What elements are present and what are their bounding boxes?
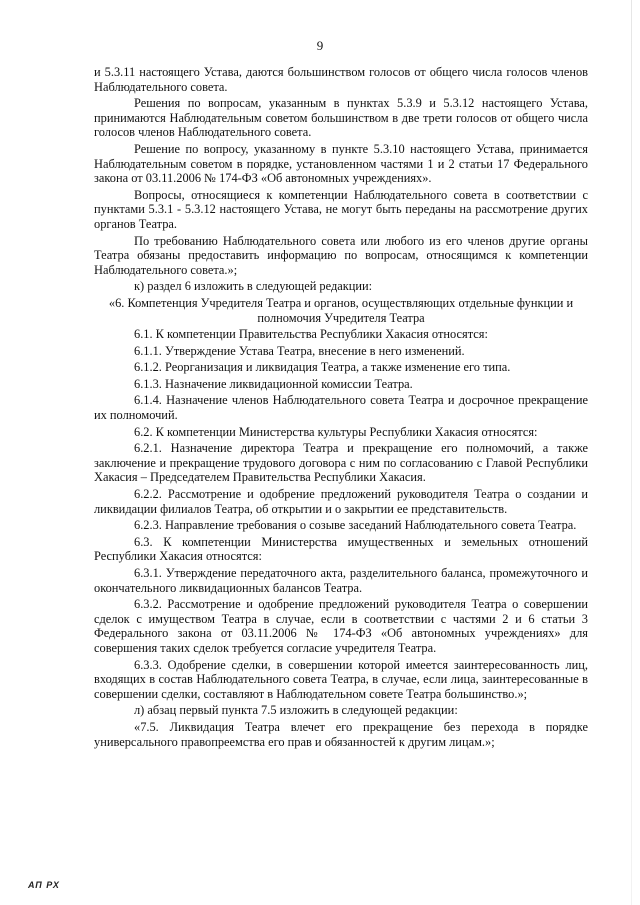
paragraph: По требованию Наблюдательного совета или любого из его членов другие органы Театра обязаны предоставить информацию по вопросам, относящимся к компетенции Наблюдательного совета.»; — [94, 233, 588, 277]
paragraph: 6.1. К компетенции Правительства Республики Хакасия относятся: — [134, 327, 488, 342]
paragraph: 6.2.1. Назначение директора Театра и прекращение его полномочий, а также заключение и прекращение трудового договора с ним по согласованию с Главой Республики Хакасия – Председателем Правительства Республики Хакасия. — [94, 441, 588, 485]
paragraph: «7.5. Ликвидация Театра влечет его прекращение без перехода в порядке универсального правопреемства его прав и обязанностей к другим лицам.»; — [94, 719, 588, 749]
paragraph: Решение по вопросу, указанному в пункте 5.3.10 настоящего Устава, принимается Наблюдательным советом в порядке, установленном частями 1 и 2 статьи 17 Федерального закона от 03.11.2006 № 174-ФЗ «Об автономных учреждениях». — [94, 141, 588, 186]
paragraph: 6.3.1. Утверждение передаточного акта, разделительного баланса, промежуточного и окончательного ликвидационных балансов Театра. — [94, 566, 588, 595]
paragraph: 6.1.4. Назначение членов Наблюдательного совета Театра и досрочное прекращение их полномочий. — [94, 393, 588, 423]
paragraph: Вопросы, относящиеся к компетенции Наблюдательного совета в соответствии с пунктами 5.3.1 - 5.3.12 настоящего Устава, не могут быть переданы на рассмотрение других органов Театра. — [94, 187, 588, 231]
paragraph: 6.1.1. Утверждение Устава Театра, внесение в него изменений. — [134, 343, 465, 358]
page-number: 9 — [316, 38, 324, 53]
paragraph: л) абзац первый пункта 7.5 изложить в следующей редакции: — [134, 703, 458, 718]
paragraph: 6.3.3. Одобрение сделки, в совершении которой имеется заинтересованность лиц, входящих в состав Наблюдательного совета Театра, в случае, если лица, заинтересованные в совершении сделки, составляют в Наблюдательном совете Театра большинство.»; — [94, 657, 588, 701]
paragraph: 6.1.3. Назначение ликвидационной комиссии Театра. — [134, 376, 413, 391]
paragraph: 6.2. К компетенции Министерства культуры Республики Хакасия относятся: — [134, 424, 538, 439]
paragraph: 6.3.2. Рассмотрение и одобрение предложений руководителя Театра о совершении сделок с имуществом Театра в случае, если в соответствии с частями 2 и 6 статьи 3 Федерального закона от 03.11.2006 № 174-ФЗ «Об автономных учреждениях» для совершения таких сделок требуется согласие учредителя Театра. — [94, 597, 588, 655]
paragraph: 6.1.2. Реорганизация и ликвидация Театра, а также изменение его типа. — [134, 360, 511, 375]
paragraph: Решения по вопросам, указанным в пунктах 5.3.9 и 5.3.12 настоящего Устава, принимаются Наблюдательным советом большинством в две трети голосов от общего числа голосов членов Наблюдательного совета. — [94, 96, 588, 140]
paragraph: 6.2.2. Рассмотрение и одобрение предложений руководителя Театра о создании и ликвидации филиалов Театра, об открытии и о закрытии ее представительств. — [94, 487, 588, 516]
paragraph: к) раздел 6 изложить в следующей редакции: — [134, 279, 373, 294]
section-heading: «6. Компетенция Учредителя Театра и органов, осуществляющих отдельные функции и полномочия Учредителя Театра — [108, 295, 574, 325]
scan-edge-line — [631, 0, 632, 905]
paragraph: 6.2.3. Направление требования о созыве заседаний Наблюдательного совета Театра. — [134, 518, 577, 533]
paragraph: и 5.3.11 настоящего Устава, даются большинством голосов от общего числа голосов членов Наблюдательного совета. — [94, 65, 588, 94]
footer-mark: АП РХ — [28, 880, 60, 890]
paragraph: 6.3. К компетенции Министерства имущественных и земельных отношений Республики Хакасия относятся: — [94, 534, 588, 564]
document-body — [94, 65, 588, 751]
